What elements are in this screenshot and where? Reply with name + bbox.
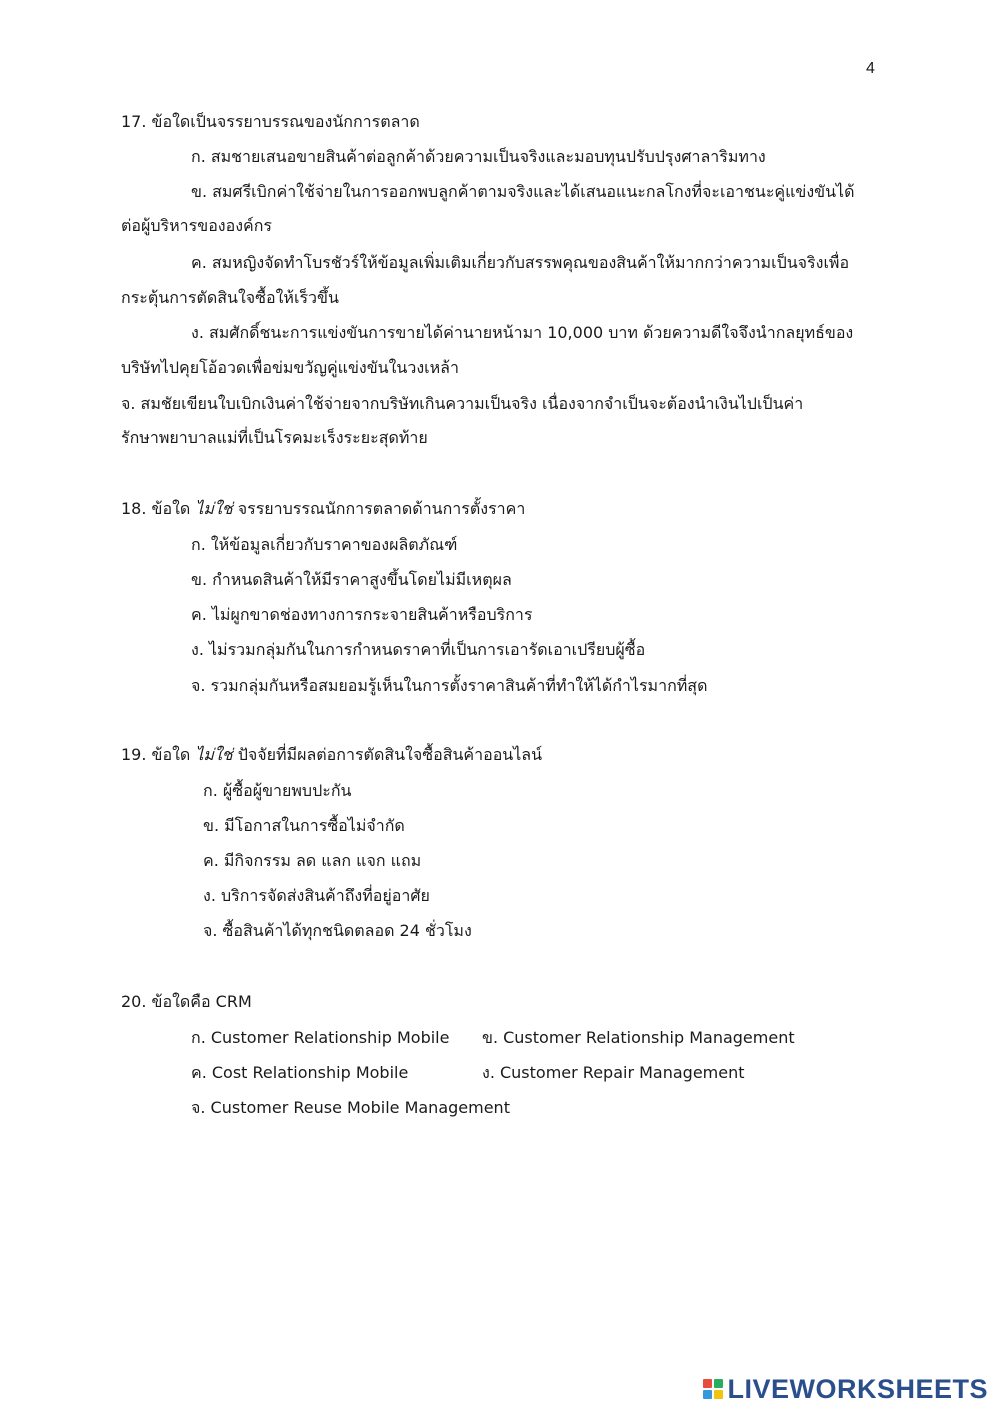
question-19-stem-post: ปัจจัยที่มีผลต่อการตัดสินใจซื้อสินค้าออนไลน์ (232, 745, 543, 764)
question-17-option-a: ก. สมชายเสนอขายสินค้าต่อลูกค้าด้วยความเป็นจริงและมอบทุนปรับปรุงศาลาริมทาง (191, 147, 766, 166)
question-19-option-e: จ. ซื้อสินค้าได้ทุกชนิดตลอด 24 ชั่วโมง (203, 921, 472, 940)
liveworksheets-logo (703, 1374, 988, 1404)
question-20-row-1 (191, 1026, 795, 1050)
question-18-option-d: ง. ไม่รวมกลุ่มกันในการกำหนดราคาที่เป็นการเอารัดเอาเปรียบผู้ซื้อ (191, 640, 646, 659)
question-20-option-d: ง. Customer Repair Management (482, 1063, 745, 1082)
question-19-stem-emphasis: ไม่ใช่ (195, 745, 233, 764)
question-18-option-b: ข. กำหนดสินค้าให้มีราคาสูงขึ้นโดยไม่มีเหตุผล (191, 570, 512, 589)
question-20-option-b: ข. Customer Relationship Management (482, 1028, 795, 1047)
question-17-option-d-continued: บริษัทไปคุยโอ้อวดเพื่อข่มขวัญคู่แข่งขันในวงเหล้า (121, 358, 459, 377)
page-number: 4 (866, 60, 875, 77)
question-20-stem: 20. ข้อใดคือ CRM (121, 992, 252, 1011)
question-18-option-e: จ. รวมกลุ่มกันหรือสมยอมรู้เห็นในการตั้งราคาสินค้าที่ทำให้ได้กำไรมากที่สุด (191, 676, 708, 695)
question-17-option-b: ข. สมศรีเบิกค่าใช้จ่ายในการออกพบลูกค้าตามจริงและได้เสนอแนะกลโกงที่จะเอาชนะคู่แข่งขันได้ (191, 182, 855, 201)
question-19-option-c: ค. มีกิจกรรม ลด แลก แจก แถม (203, 851, 422, 870)
question-19-option-a: ก. ผู้ซื้อผู้ขายพบปะกัน (203, 781, 352, 800)
question-19-option-d: ง. บริการจัดส่งสินค้าถึงที่อยู่อาศัย (203, 886, 430, 905)
question-18-stem-pre: 18. ข้อใด (121, 499, 196, 518)
logo-grid-icon (703, 1379, 723, 1399)
question-20-option-e: จ. Customer Reuse Mobile Management (191, 1098, 510, 1117)
question-18-stem-post: จรรยาบรรณนักการตลาดด้านการตั้งราคา (232, 499, 526, 518)
question-20-option-a: ก. Customer Relationship Mobile (191, 1028, 450, 1047)
question-18-option-a: ก. ให้ข้อมูลเกี่ยวกับราคาของผลิตภัณฑ์ (191, 535, 458, 554)
question-19-stem (121, 743, 542, 767)
question-17-option-c: ค. สมหญิงจัดทำโบรชัวร์ให้ข้อมูลเพิ่มเติมเกี่ยวกับสรรพคุณของสินค้าให้มากกว่าความเป็นจริงเพื่อ (191, 253, 850, 272)
question-17-option-e-continued: รักษาพยาบาลแม่ที่เป็นโรคมะเร็งระยะสุดท้าย (121, 428, 428, 447)
question-20-row-2 (191, 1061, 745, 1085)
question-18-option-c: ค. ไม่ผูกขาดช่องทางการกระจายสินค้าหรือบริการ (191, 605, 533, 624)
question-17-stem: 17. ข้อใดเป็นจรรยาบรรณของนักการตลาด (121, 112, 420, 131)
question-19-option-b: ข. มีโอกาสในการซื้อไม่จำกัด (203, 816, 405, 835)
question-17-option-b-continued: ต่อผู้บริหารขององค์กร (121, 216, 273, 235)
question-17-option-e: จ. สมชัยเขียนใบเบิกเงินค่าใช้จ่ายจากบริษัทเกินความเป็นจริง เนื่องจากจำเป็นจะต้องนำเงินไปเป็นค่า (121, 394, 804, 413)
question-17-option-d: ง. สมศักดิ์ชนะการแข่งขันการขายได้ค่านายหน้ามา 10,000 บาท ด้วยความดีใจจึงนำกลยุทธ์ของ (191, 323, 854, 342)
question-20-option-c: ค. Cost Relationship Mobile (191, 1063, 409, 1082)
question-18-stem (121, 497, 525, 521)
question-19-stem-pre: 19. ข้อใด (121, 745, 196, 764)
question-17-option-c-continued: กระตุ้นการตัดสินใจซื้อให้เร็วขึ้น (121, 288, 339, 307)
logo-text: LIVEWORKSHEETS (727, 1373, 988, 1404)
question-18-stem-emphasis: ไม่ใช่ (195, 499, 233, 518)
